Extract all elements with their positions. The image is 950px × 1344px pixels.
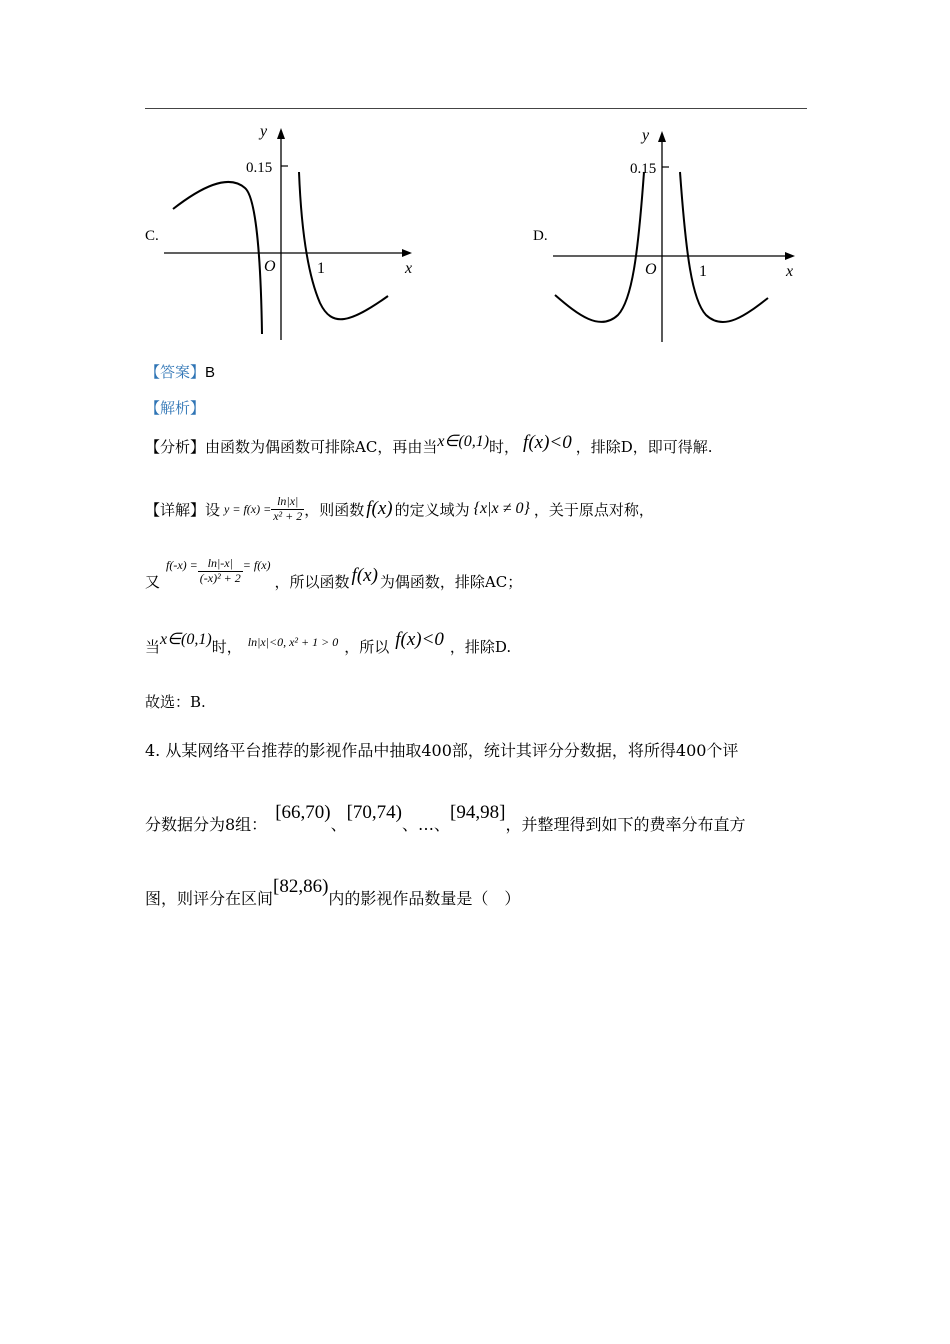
fenxi-text-2: 时， — [489, 438, 520, 456]
curve-left — [173, 182, 262, 334]
fraction-denominator: (-x)² + 2 — [199, 570, 241, 585]
xiangjie-text-2: ，则函数 — [304, 500, 365, 519]
line4-math-3: f(x)<0 — [395, 629, 444, 650]
curve-left — [555, 172, 644, 322]
question-line-3 — [145, 874, 521, 908]
fenxi-math-2: f(x)<0 — [523, 432, 572, 453]
xiangjie-domain: {x|x ≠ 0} — [473, 500, 530, 517]
line4-text-3: ，所以 — [344, 638, 390, 656]
line3-text-3: 为偶函数，排除AC； — [379, 572, 523, 591]
option-c-label: C. — [145, 228, 159, 244]
question-text-3: 图，则评分在区间 — [145, 889, 274, 908]
fenxi-text-3: ，排除D，即可得解. — [575, 438, 713, 456]
interval-70-74: [70,74) — [346, 802, 403, 823]
fenxi-tag: 【分析】 — [145, 438, 206, 456]
line3-lhs: f(-x) = — [166, 557, 198, 572]
fraction-numerator: ln|x| — [271, 495, 304, 510]
x-axis-arrow — [785, 252, 795, 260]
conclusion: 故选：B. — [145, 693, 206, 711]
option-d-graph — [548, 120, 808, 348]
line3-rhs: = f(x) — [242, 557, 271, 572]
xiangjie-lhs: y = f(x) = — [224, 501, 272, 516]
y-axis-label: y — [642, 127, 650, 144]
origin-label: O — [645, 261, 657, 278]
question-text-2: ，并整理得到如下的费率分布直方 — [505, 815, 746, 834]
option-c-graph — [160, 118, 420, 346]
x-axis-arrow — [402, 249, 412, 257]
xiangjie-text-4: ，关于原点对称， — [533, 500, 654, 519]
separator-1: 、 — [330, 815, 347, 834]
line3-text-1: 又 — [145, 572, 161, 591]
question-text-1: 分数据分为8组： — [145, 815, 268, 834]
line3-fraction — [198, 557, 243, 586]
header-rule — [145, 108, 807, 109]
line3-text-2: ，所以函数 — [274, 572, 350, 591]
xiangjie-fraction — [271, 495, 304, 524]
fenxi-text-1: 由函数为偶函数可排除AC，再由当 — [205, 438, 438, 456]
line4-text-1: 当 — [145, 638, 161, 656]
y-axis-arrow — [277, 128, 285, 139]
curve-right — [299, 172, 388, 319]
line4-text-4: ，排除D. — [449, 638, 512, 656]
xiangjie-text-1: 设 — [205, 500, 221, 519]
xiangjie-tag: 【详解】 — [145, 500, 206, 519]
line4-math-1: x∈(0,1) — [160, 631, 212, 648]
interval-66-70: [66,70) — [275, 802, 331, 823]
x-axis-label: x — [786, 263, 794, 280]
analysis-tag: 【解析】 — [145, 399, 206, 417]
answer-tag: 【答案】 — [145, 363, 206, 381]
interval-94-98: [94,98] — [450, 802, 506, 823]
line3 — [145, 546, 522, 596]
line4-math-2: ln|x|<0, x² + 1 > 0 — [247, 635, 339, 649]
interval-82-86: [82,86) — [273, 876, 329, 897]
fenxi-math-1: x∈(0,1) — [437, 433, 490, 450]
fenxi-line — [145, 432, 713, 458]
x-tick-label: 1 — [699, 263, 707, 280]
origin-label: O — [264, 258, 276, 275]
x-axis-label: x — [405, 260, 413, 277]
xiangjie-f: f(x) — [366, 498, 393, 519]
line4 — [145, 629, 512, 658]
x-tick-label: 1 — [317, 260, 325, 277]
line3-f: f(x) — [351, 565, 378, 586]
answer-line — [145, 361, 215, 382]
question-line-2 — [145, 800, 746, 834]
fraction-numerator: ln|-x| — [198, 557, 243, 572]
xiangjie-text-3: 的定义域为 — [394, 500, 470, 519]
separator-2: 、…、 — [402, 815, 451, 834]
option-d-label: D. — [533, 228, 548, 244]
curve-right — [680, 172, 768, 322]
xiangjie-line — [145, 484, 654, 534]
y-tick-label: 0.15 — [630, 161, 657, 177]
question-line-1: 4. 从某网络平台推荐的影视作品中抽取400部，统计其评分分数据，将所得400个评 — [145, 741, 739, 760]
question-text-4: 内的影视作品数量是（ ） — [328, 889, 521, 908]
line4-text-2: 时， — [211, 638, 242, 656]
answer-value: B — [205, 364, 216, 381]
y-tick-label: 0.15 — [246, 160, 273, 176]
fraction-denominator: x² + 2 — [273, 508, 303, 523]
y-axis-arrow — [658, 131, 666, 142]
y-axis-label: y — [260, 123, 268, 140]
